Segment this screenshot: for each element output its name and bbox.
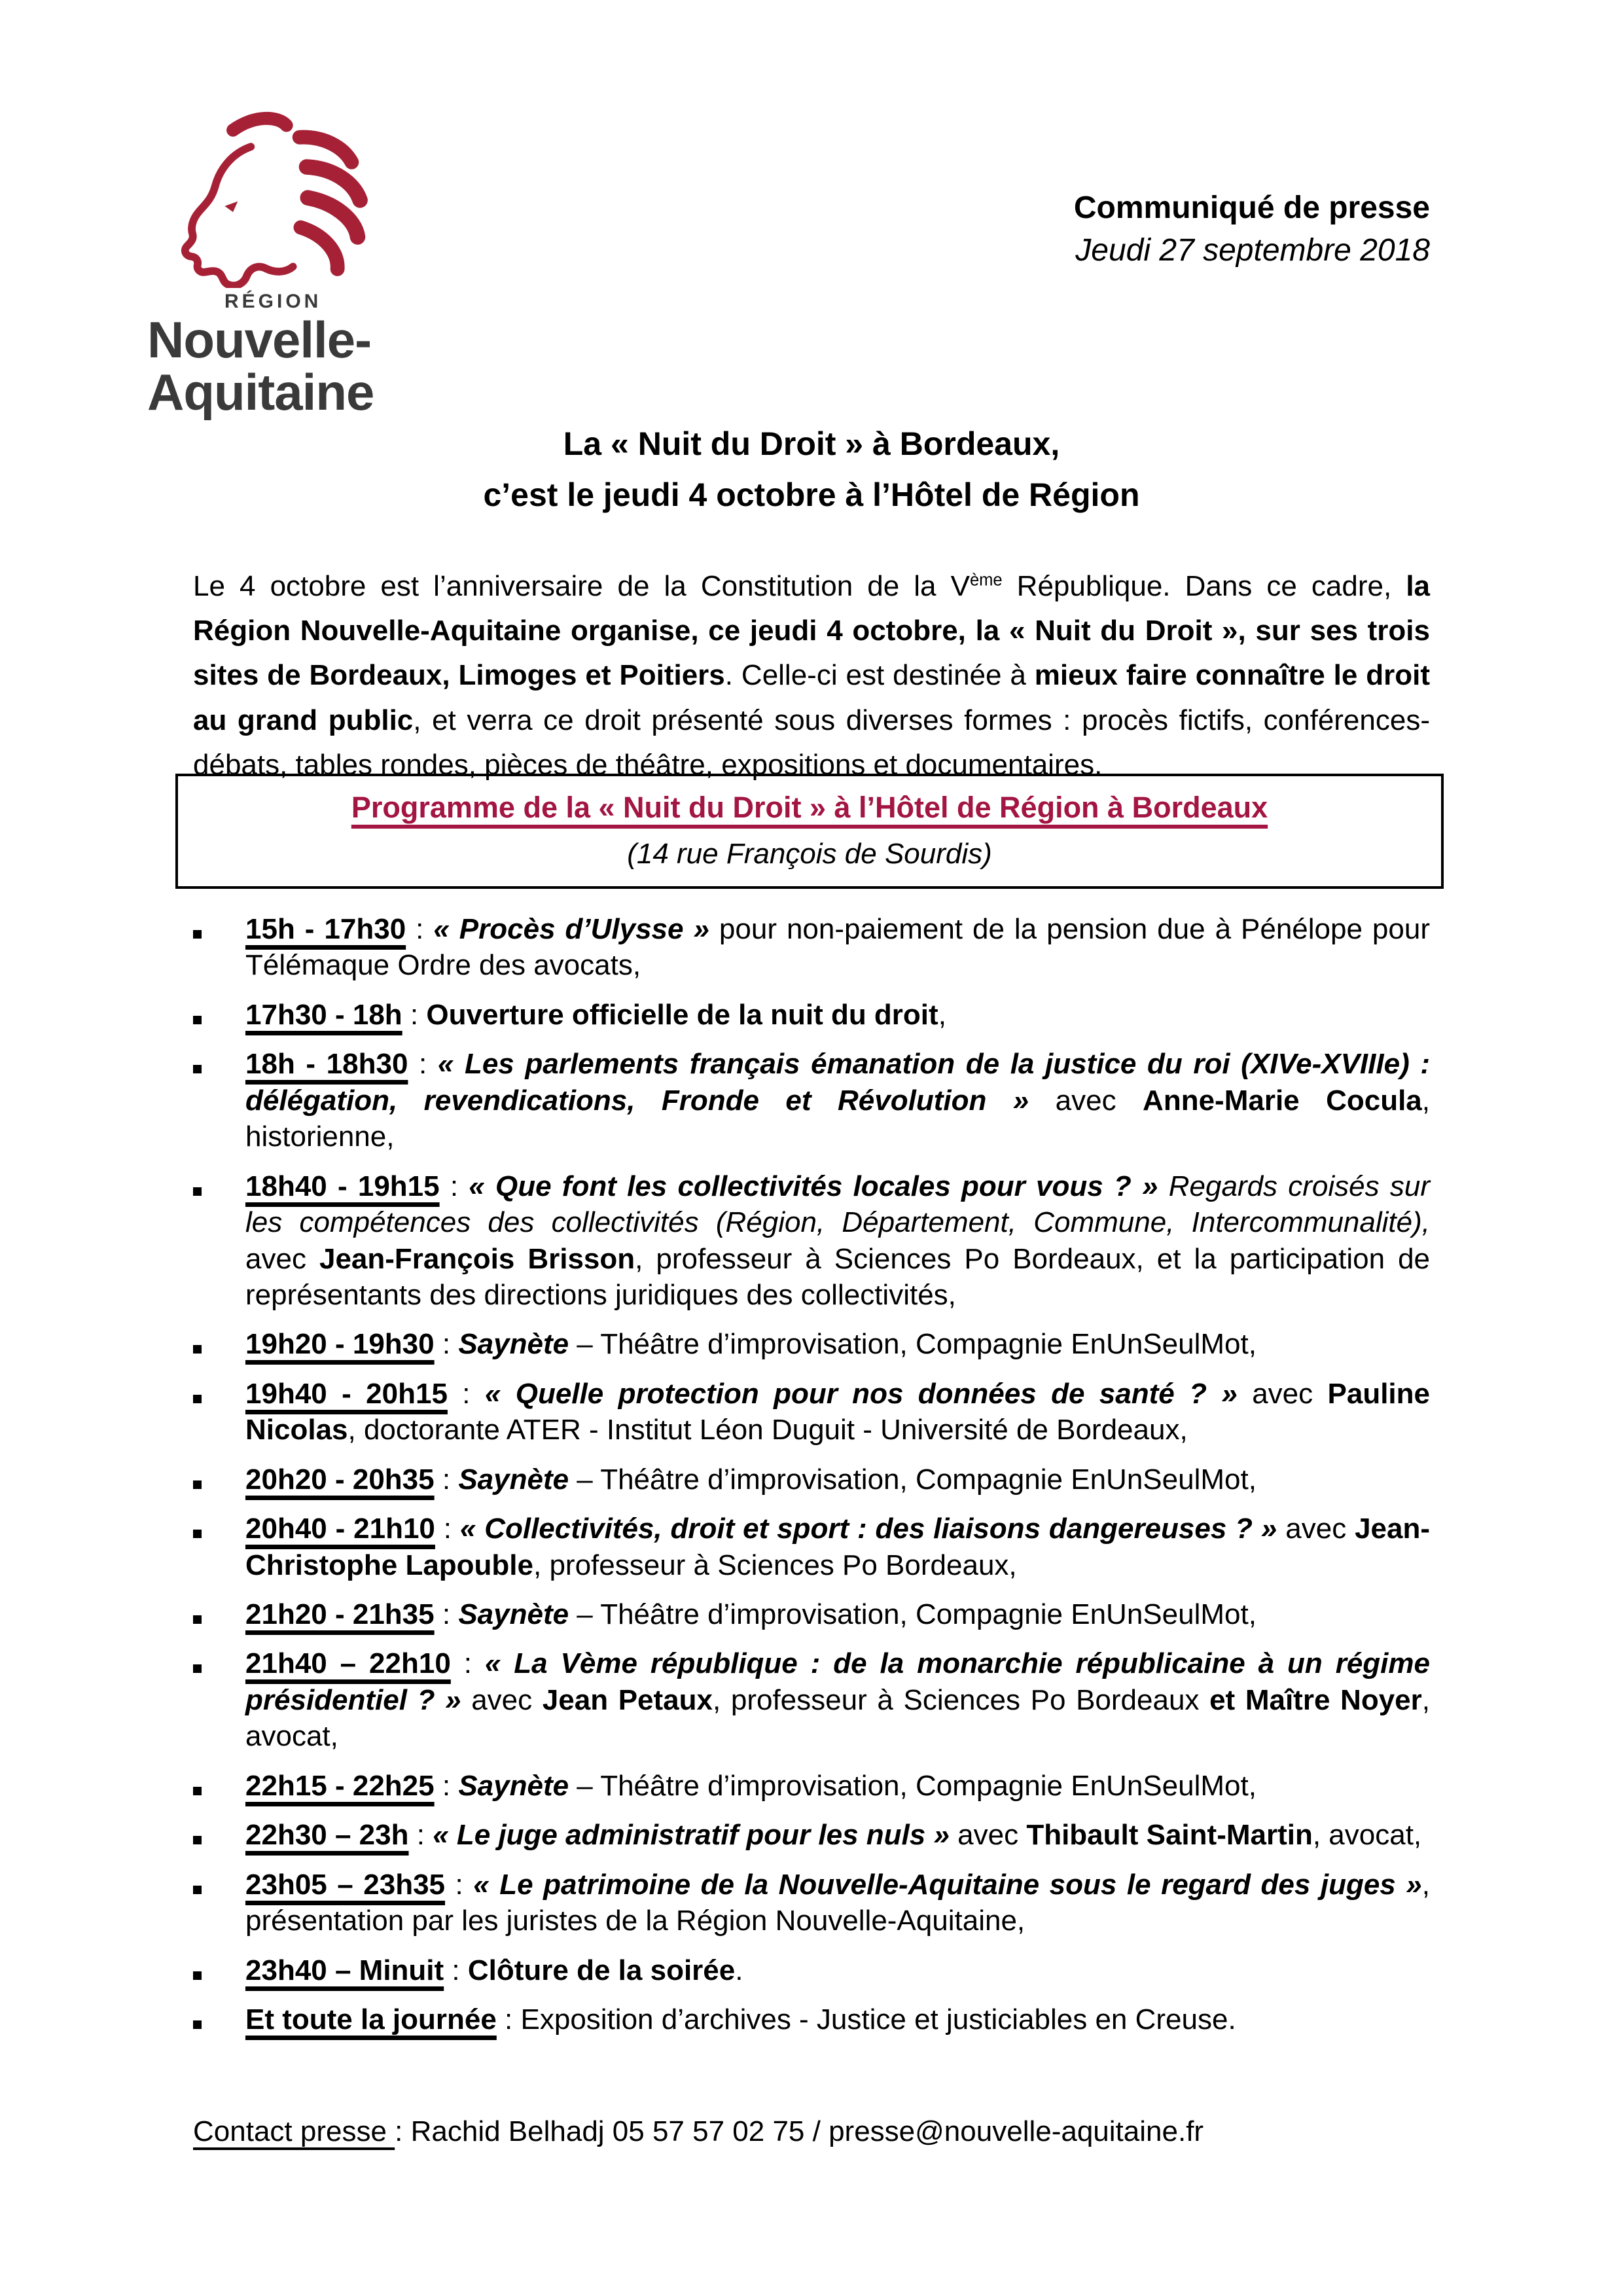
list-item-text: 15h - 17h30 : « Procès d’Ulysse » pour non-paiement de la pension due à Pénélope pour Télémaque Ordre des avocats, <box>245 913 1430 982</box>
lion-logo-icon <box>147 110 396 288</box>
programme-title: Programme de la « Nuit du Droit » à l’Hôtel de Région à Bordeaux <box>351 791 1268 824</box>
programme-box <box>175 774 1444 889</box>
list-item <box>193 1768 1430 1804</box>
list-item-text: 22h30 – 23h : « Le juge administratif pour les nuls » avec Thibault Saint-Martin, avocat, <box>245 1819 1422 1852</box>
list-item <box>193 2001 1430 2037</box>
list-item-text: 19h20 - 19h30 : Saynète – Théâtre d’improvisation, Compagnie EnUnSeulMot, <box>245 1328 1257 1361</box>
page-title <box>0 419 1623 520</box>
list-item <box>193 1326 1430 1362</box>
bullet-icon <box>193 1645 245 1754</box>
list-item-text: 18h40 - 19h15 : « Que font les collectivités locales pour vous ? » Regards croisés sur les compétences des collectivités (Région, Département, Commune, Intercommunalité), avec Jean-François Brisson, professeur à Sciences Po Bordeaux, et la participation de représentants des directions juridiques des collectivités, <box>245 1170 1431 1311</box>
bullet-icon <box>193 1376 245 1448</box>
page-title-line2: c’est le jeudi 4 octobre à l’Hôtel de Région <box>483 476 1140 513</box>
list-item <box>193 1168 1430 1314</box>
list-item-text: 19h40 - 20h15 : « Quelle protection pour nos données de santé ? » avec Pauline Nicolas, doctorante ATER - Institut Léon Duguit - Université de Bordeaux, <box>245 1377 1431 1446</box>
bullet-icon <box>193 1046 245 1155</box>
list-item-text: 22h15 - 22h25 : Saynète – Théâtre d’improvisation, Compagnie EnUnSeulMot, <box>245 1769 1257 1802</box>
contact-line: Contact presse : Rachid Belhadj 05 57 57 02 75 / presse@nouvelle-aquitaine.fr <box>193 2115 1204 2147</box>
press-release-date: Jeudi 27 septembre 2018 <box>1075 233 1430 268</box>
bullet-icon <box>193 2001 245 2037</box>
list-item <box>193 997 1430 1033</box>
logo-region-label: RÉGION <box>224 291 322 312</box>
list-item <box>193 1952 1430 1988</box>
list-item-text: 23h05 – 23h35 : « Le patrimoine de la Nouvelle-Aquitaine sous le regard des juges », présentation par les juristes de la Région Nouvelle-Aquitaine, <box>245 1868 1430 1937</box>
bullet-icon <box>193 1326 245 1362</box>
list-item <box>193 1645 1430 1754</box>
bullet-icon <box>193 1596 245 1632</box>
bullet-icon <box>193 1768 245 1804</box>
list-item <box>193 1376 1430 1448</box>
page-title-line1: La « Nuit du Droit » à Bordeaux, <box>563 425 1060 462</box>
bullet-icon <box>193 1168 245 1314</box>
bullet-icon <box>193 1817 245 1853</box>
list-item <box>193 1867 1430 1939</box>
list-item <box>193 1596 1430 1632</box>
list-item-text: 17h30 - 18h : Ouverture officielle de la nuit du droit, <box>245 998 946 1031</box>
logo-name-line2: Aquitaine <box>147 363 374 421</box>
header-meta <box>1074 190 1430 268</box>
logo-name-line1: Nouvelle- <box>147 311 372 368</box>
list-item-text: 18h - 18h30 : « Les parlements français émanation de la justice du roi (XIVe-XVIIIe) : délégation, revendications, Fronde et Révolution » avec Anne-Marie Cocula, historienne, <box>245 1048 1431 1153</box>
list-item <box>193 1817 1430 1853</box>
list-item-text: 21h20 - 21h35 : Saynète – Théâtre d’improvisation, Compagnie EnUnSeulMot, <box>245 1598 1257 1630</box>
list-item-text: 23h40 – Minuit : Clôture de la soirée. <box>245 1954 743 1986</box>
list-item-text: Et toute la journée : Exposition d’archives - Justice et justiciables en Creuse. <box>245 2003 1236 2036</box>
list-item <box>193 1511 1430 1583</box>
list-item-text: 21h40 – 22h10 : « La Vème république : de la monarchie républicaine à un régime présidentiel ? » avec Jean Petaux, professeur à Sciences Po Bordeaux et Maître Noyer, avocat, <box>245 1647 1431 1753</box>
list-item-text: 20h40 - 21h10 : « Collectivités, droit et sport : des liaisons dangereuses ? » avec Jean-Christophe Lapouble, professeur à Sciences Po Bordeaux, <box>245 1513 1431 1581</box>
list-item <box>193 1046 1430 1155</box>
bullet-icon <box>193 1462 245 1498</box>
bullet-icon <box>193 1511 245 1583</box>
programme-subtitle: (14 rue François de Sourdis) <box>627 838 992 870</box>
list-item <box>193 1462 1430 1498</box>
bullet-icon <box>193 911 245 984</box>
press-release-label: Communiqué de presse <box>1073 190 1430 225</box>
intro-paragraph: Le 4 octobre est l’anniversaire de la Constitution de la Vème République. Dans ce cadre, la Région Nouvelle-Aquitaine organise, ce jeudi 4 octobre, la « Nuit du Droit », sur ses trois sites de Bordeaux, Limoges et Poitiers. Celle-ci est destinée à mieux faire connaître le droit au grand public, et verra ce droit présenté sous diverses formes : procès fictifs, conférences-débats, tables rondes, pièces de théâtre, expositions et documentaires. <box>193 570 1431 781</box>
bullet-icon <box>193 997 245 1033</box>
region-logo <box>147 110 448 421</box>
bullet-icon <box>193 1952 245 1988</box>
list-item-text: 20h20 - 20h35 : Saynète – Théâtre d’improvisation, Compagnie EnUnSeulMot, <box>245 1463 1257 1496</box>
bullet-icon <box>193 1867 245 1939</box>
list-item <box>193 911 1430 984</box>
programme-list <box>193 911 1430 2051</box>
